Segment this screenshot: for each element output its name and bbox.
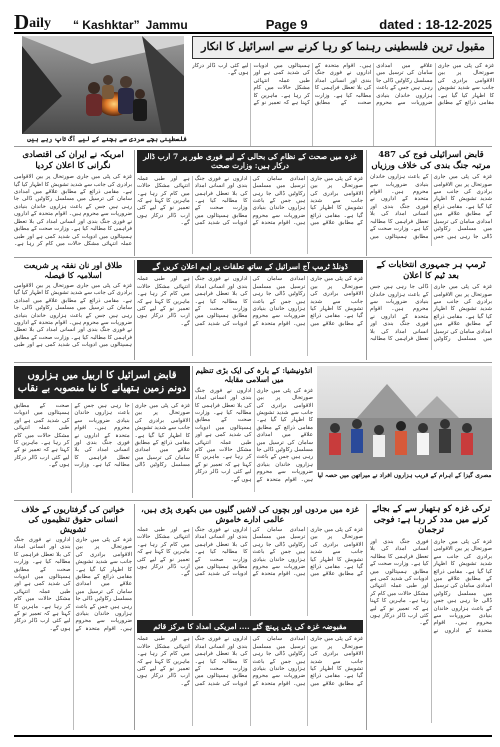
headline-center-4: انڈونیشیا: کے بارہ کی ایک بڑی تنظیم میں اسلامی مقابلہ [195,366,313,385]
article-body: غزہ کی پٹی میں جاری صورتحال پر بین الاقوامی برادری کی جانب سے شدید تشویش کا اظہار کیا گیا ہے۔ مقامی ذرائع کے مطابق علاقے میں امدادی سامان کی ترسیل میں مسلسل رکاوٹیں ڈالی جا رہی ہیں جس کے باعث ہزاروں خاندان بنیادی ضروریات سے محروم ہیں۔ اقوام متحدہ کے اداروں نے فوری جنگ بندی اور انسانی امداد کی بلا تعطل فراہمی کا مطالبہ کیا ہے۔ وزارت صحت کے مطابق ہسپتالوں میں ادویات کی شدید کمی ہے اور طبی عملہ انتہائی مشکل حالات میں کام کر رہا ہے۔ ماہرین کا کہنا ہے کہ تعمیر نو کے لیے کئی ارب ڈالر درکار ہوں گے۔ [137,175,363,227]
article-bottom-1 [137,504,363,616]
divider [366,150,367,256]
headline-left-1: امریکہ نے ایران کی اقتصادی نگرانی کا اعلان کردیا [22,150,124,171]
article-left-1 [14,150,132,254]
article-center-3 [14,366,190,498]
page-number: Page 9 [265,17,308,32]
headline-center-3: قابض اسرائیل کا اربیل میں ہزاروں دونم زمین ہتھیانے کا نیا منصوبہ بے نقاب [14,366,190,399]
article-body: غزہ کی پٹی میں جاری صورتحال پر بین الاقوامی برادری کی جانب سے شدید تشویش کا اظہار کیا گیا ہے۔ مقامی ذرائع کے مطابق علاقے میں امدادی سامان کی ترسیل میں مسلسل رکاوٹیں ڈالی جا رہی ہیں جس کے باعث ہزاروں خاندان بنیادی ضروریات سے محروم ہیں۔ اقوام متحدہ کے اداروں نے فوری جنگ بندی اور انسانی امداد کی بلا تعطل فراہمی کا مطالبہ کیا ہے۔ وزارت صحت کے مطابق ہسپتالوں میں ادویات کی شدید کمی ہے اور طبی عملہ انتہائی مشکل حالات میں کام کر رہا ہے۔ ماہرین کا کہنا ہے کہ تعمیر نو کے لیے کئی ارب ڈالر درکار ہوں گے۔ [14,403,190,469]
divider [134,504,135,730]
headline-center-2: ڈونلڈ ٹرمپ آج اسرائیل کے ساتھ تعلقات پر اہم اعلان کریں گے [137,260,363,273]
masthead-logo-rest: aily [29,16,51,31]
divider [192,366,193,498]
article-right-3 [370,504,492,730]
divider [14,146,492,147]
article-center-2 [137,260,363,360]
article-body: غزہ کی پٹی میں جاری صورتحال پر بین الاقوامی برادری کی جانب سے شدید تشویش کا اظہار کیا گیا ہے۔ مقامی ذرائع کے مطابق علاقے میں امدادی سامان کی ترسیل میں مسلسل رکاوٹیں ڈالی جا رہی ہیں جس کے باعث ہزاروں خاندان بنیادی ضروریات سے محروم ہیں۔ اقوام متحدہ کے اداروں نے فوری جنگ بندی اور انسانی امداد کی بلا تعطل فراہمی کا مطالبہ کیا ہے۔ وزارت صحت کے مطابق ہسپتالوں میں ادویات کی شدید کمی ہے اور طبی عملہ انتہائی مشکل حالات میں کام کر رہا ہے۔ ماہرین کا کہنا ہے کہ تعمیر نو کے لیے کئی ارب ڈالر درکار ہوں گے۔ [137,276,363,327]
headline-right-3: ترکی غزہ کو ہتھیار سے کے بجائے کرنے میں مدد کر رہا ہے: فوجی ترجمان [371,504,491,536]
photo-marathon [317,366,492,470]
article-body: غزہ کی پٹی میں جاری صورتحال پر بین الاقوامی برادری کی جانب سے شدید تشویش کا اظہار کیا گیا ہے۔ مقامی ذرائع کے مطابق علاقے میں امدادی سامان کی ترسیل میں مسلسل رکاوٹیں ڈالی جا رہی ہیں جس کے باعث ہزاروں خاندان بنیادی ضروریات سے محروم ہیں۔ اقوام متحدہ کے اداروں نے فوری جنگ بندی اور انسانی امداد کی بلا تعطل فراہمی کا مطالبہ کیا ہے۔ وزارت صحت کے مطابق ہسپتالوں میں [370,174,492,240]
article-bottom-3 [14,504,132,730]
photo-children-fire [22,36,184,134]
headline-bottom-2: مقبوضہ غزہ کی پٹی پہنچ گئے .... امریکی امداد کا مرکز قائم [137,620,363,633]
issue-date: dated : 18-12-2025 [379,17,492,32]
article-body: غزہ کی پٹی میں جاری صورتحال پر بین الاقوامی برادری کی جانب سے شدید تشویش کا اظہار کیا گیا ہے۔ مقامی ذرائع کے مطابق علاقے میں امدادی سامان کی ترسیل میں مسلسل رکاوٹیں ڈالی جا رہی ہیں جس کے باعث ہزاروں خاندان بنیادی ضروریات سے محروم ہیں۔ اقوام متحدہ کے اداروں نے فوری جنگ بندی اور انسانی امداد کی بلا تعطل فراہمی کا مطالبہ کیا ہے۔ وزارت صحت کے مطابق ہسپتالوں میں ادویات کی شدید کمی ہے اور طبی عملہ انتہائی مشکل حالات میں کام کر رہا ہے۔ ماہرین کا کہنا ہے کہ تعمیر نو کے لیے کئی ارب ڈالر درکار ہوں گے۔ [14,537,132,632]
headline-bottom-3: خواتین کی گرفتاریوں کے خلاف انسانی حقوق تنظیموں کی تشویش [21,504,125,534]
article-body: غزہ کی پٹی میں جاری صورتحال پر بین الاقوامی برادری کی جانب سے شدید تشویش کا اظہار کیا گیا ہے۔ مقامی ذرائع کے مطابق علاقے میں امدادی سامان کی ترسیل میں مسلسل رکاوٹیں ڈالی جا رہی ہیں جس کے باعث ہزاروں خاندان بنیادی ضروریات سے محروم ہیں۔ اقوام متحدہ کے اداروں نے فوری جنگ بندی اور انسانی امداد کی بلا تعطل فراہمی کا مطالبہ کیا ہے۔ وزارت صحت کے مطابق ہسپتالوں میں ادویات کی شدید کمی ہے اور طبی عملہ انتہائی مشکل حالات میں کام کر رہا ہے۔ ماہرین کا کہنا ہے کہ تعمیر نو کے لیے کئی ارب ڈالر درکار ہوں گے۔ [195,387,313,483]
article-right-1 [370,150,492,254]
headline-center-1: غزہ میں صحت کے نظام کی بحالی کے لیے فوری طور پر 7 ارب ڈالر درکار ہیں: وزارت صحت [137,150,363,173]
footer-rule [14,735,492,737]
article-body: غزہ کی پٹی میں جاری صورتحال پر بین الاقوامی برادری کی جانب سے شدید تشویش کا اظہار کیا گیا ہے۔ مقامی ذرائع کے مطابق علاقے میں امدادی سامان کی ترسیل میں مسلسل رکاوٹیں ڈالی جا رہی ہیں جس کے باعث ہزاروں خاندان بنیادی ضروریات سے محروم ہیں۔ اقوام متحدہ کے اداروں نے فوری جنگ بندی اور انسانی امداد کی بلا تعطل فراہمی کا مطالبہ کیا ہے۔ وزارت صحت کے مطابق ہسپتالوں میں ادویات کی شدید کمی ہے اور طبی عملہ انتہائی مشکل حالات میں کام کر رہا ہے۔ ماہرین کا کہنا ہے کہ تعمیر نو کے لیے کئی ارب ڈالر درکار ہوں گے۔ [370,538,492,634]
article-left-2 [14,260,132,360]
article-body: غزہ کی پٹی میں جاری صورتحال پر بین الاقوامی برادری کی جانب سے شدید تشویش کا اظہار کیا گیا ہے۔ مقامی ذرائع کے مطابق علاقے میں امدادی سامان کی ترسیل میں مسلسل رکاوٹیں ڈالی جا رہی ہیں جس کے باعث ہزاروں خاندان بنیادی ضروریات سے محروم ہیں۔ اقوام متحدہ کے اداروں نے فوری جنگ بندی اور انسانی امداد کی بلا تعطل فراہمی کا مطالبہ کیا ہے۔ وزارت صحت کے مطابق ہسپتالوں میں ادویات کی شدید کمی ہے اور طبی [14,283,132,349]
article-body: غزہ کی پٹی میں جاری صورتحال پر بین الاقوامی برادری کی جانب سے شدید تشویش کا اظہار کیا گیا ہے۔ مقامی ذرائع کے مطابق علاقے میں امدادی سامان کی ترسیل میں مسلسل رکاوٹیں ڈالی جا رہی ہیں جس کے باعث ہزاروں خاندان بنیادی ضروریات سے محروم ہیں۔ اقوام متحدہ کے اداروں نے فوری جنگ بندی اور انسانی امداد کی بلا تعطل فراہمی کا مطالبہ [370,284,492,343]
headline-left-2: طلاق اور نان نفقہ پر شریعت اسلامیہ کا فیصلہ [23,260,123,280]
article-top-banner [192,36,494,146]
divider [14,362,492,363]
headline-right-1: قابض اسرائیلی فوج کی 487 مرتبہ جنگ بندی کی خلاف ورزیاں [371,150,491,171]
divider [366,504,367,730]
paper-city: Jammu [145,18,188,32]
divider [134,260,135,360]
divider [14,500,492,501]
article-body: غزہ کی پٹی میں جاری صورتحال پر بین الاقوامی برادری کی جانب سے شدید تشویش کا اظہار کیا گیا ہے۔ مقامی ذرائع کے مطابق علاقے میں امدادی سامان کی ترسیل میں مسلسل رکاوٹیں ڈالی جا رہی ہیں جس کے باعث ہزاروں خاندان بنیادی ضروریات سے محروم ہیں۔ اقوام متحدہ کے اداروں نے فوری جنگ بندی اور انسانی امداد کی بلا تعطل فراہمی کا مطالبہ کیا ہے۔ وزارت صحت کے مطابق ہسپتالوں میں ادویات کی شدید کمی ہے اور طبی عملہ انتہائی مشکل حالات میں کام کر رہا ہے۔ ماہرین کا کہنا ہے کہ تعمیر نو کے لیے کئی ارب ڈالر درکار ہوں گے۔ [137,527,363,578]
article-center-1 [137,150,363,254]
headline-right-2: ٹرمپ ہر جمہوری انتخابات کے بعد ٹیم کا اعلان [376,260,486,281]
headline-bottom-1: غزہ میں مردوں اور بچوں کی لاشیں گلیوں میں بکھری پڑی ہیں، عالمی ادارے خاموش [141,504,359,524]
article-center-4 [195,366,313,498]
article-body: غزہ کی پٹی میں جاری صورتحال پر بین الاقوامی برادری کی جانب سے شدید تشویش کا اظہار کیا گیا ہے۔ مقامی ذرائع کے مطابق علاقے میں امدادی سامان کی ترسیل میں مسلسل رکاوٹیں ڈالی جا رہی ہیں جس کے باعث ہزاروں خاندان بنیادی ضروریات سے محروم ہیں۔ اقوام متحدہ کے اداروں نے فوری جنگ بندی اور انسانی امداد کی بلا تعطل فراہمی کا مطالبہ کیا ہے۔ وزارت صحت کے مطابق ہسپتالوں میں ادویات کی شدید کمی ہے اور طبی عملہ انتہائی مشکل حالات میں کام کر رہا ہے۔ ماہرین کا کہنا ہے کہ تعمیر نو کے لیے کئی ارب ڈالر درکار ہوں گے۔ [192,63,494,107]
divider [134,150,135,256]
article-body: غزہ کی پٹی میں جاری صورتحال پر بین الاقوامی برادری کی جانب سے شدید تشویش کا اظہار کیا گیا ہے۔ مقامی ذرائع کے مطابق علاقے میں امدادی سامان کی ترسیل میں مسلسل رکاوٹیں ڈالی جا رہی ہیں جس کے باعث ہزاروں خاندان بنیادی ضروریات سے محروم ہیں۔ اقوام متحدہ کے اداروں نے فوری جنگ بندی اور انسانی امداد کی بلا تعطل فراہمی کا مطالبہ کیا ہے۔ وزارت صحت کے مطابق ہسپتالوں میں ادویات کی شدید کمی ہے اور طبی عملہ انتہائی مشکل حالات میں کام کر رہا ہے۔ ماہرین کا کہنا ہے کہ تعمیر نو کے لیے کئی ارب ڈالر درکار ہوں گے۔ [137,636,363,687]
article-right-2 [370,260,492,360]
masthead [14,10,492,34]
paper-name: “ Kashktar” [72,18,140,32]
masthead-logo-letter: D [14,10,30,34]
article-body: غزہ کی پٹی میں جاری صورتحال پر بین الاقوامی برادری کی جانب سے شدید تشویش کا اظہار کیا گیا ہے۔ مقامی ذرائع کے مطابق علاقے میں امدادی سامان کی ترسیل میں مسلسل رکاوٹیں ڈالی جا رہی ہیں جس کے باعث ہزاروں خاندان بنیادی ضروریات سے محروم ہیں۔ اقوام متحدہ کے اداروں نے فوری جنگ بندی اور انسانی امداد کی بلا تعطل فراہمی کا مطالبہ کیا ہے۔ وزارت صحت کے مطابق ہسپتالوں میں ادویات کی شدید کمی ہے اور طبی عملہ انتہائی مشکل حالات میں کام کر رہا ہے۔ [14,174,132,247]
article-bottom-2 [137,620,363,730]
divider [14,257,492,258]
headline-top-banner: مقبول ترین فلسطینی رہنما کو رہا کرنے سے اسرائیل کا انکار [192,36,494,59]
divider [366,260,367,360]
photo-caption-mid: مصری گیزا کے اہرام کے قریب ہزاروں افراد نے میراتھن میں حصہ لیا [317,472,492,479]
photo-caption-top: فلسطینی بچے سردی سے بچنے کے لیے آگ تاپ رہے ہیں [27,135,187,143]
